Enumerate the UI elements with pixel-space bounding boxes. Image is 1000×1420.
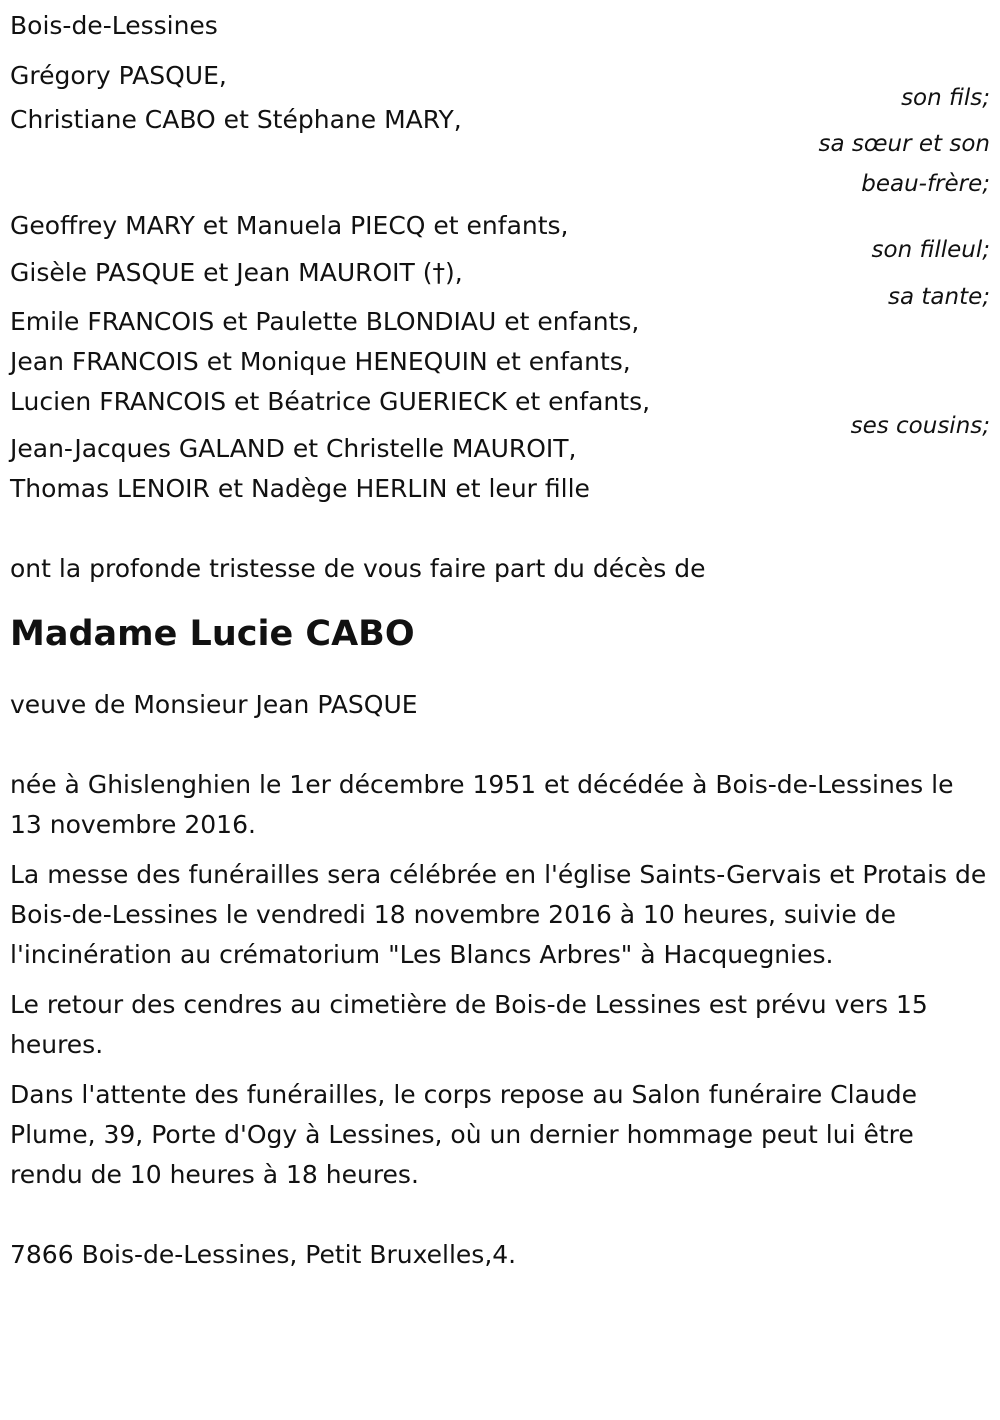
mourner-group-sister — [10, 100, 990, 204]
ashes-paragraph: Le retour des cendres au cimetière de Bois-de Lessines est prévu vers 15 heures. — [10, 990, 928, 1059]
mourner-role: son fils; — [901, 85, 990, 111]
mourner-name: Thomas LENOIR et Nadège HERLIN et leur fille — [10, 474, 590, 503]
mourner-name: Jean-Jacques GALAND et Christelle MAUROIT, — [10, 434, 577, 463]
deceased-name: Madame Lucie CABO — [10, 614, 415, 654]
mourner-group-others — [10, 429, 990, 509]
mourner-name: Grégory PASQUE, — [10, 61, 227, 90]
mourner-role: ses cousins; — [850, 413, 990, 439]
mourner-role: sa sœur et son beau-frère; — [818, 131, 990, 197]
mourner-name: Geoffrey MARY et Manuela PIECQ et enfants, — [10, 211, 569, 240]
widow-of-text: veuve de Monsieur Jean PASQUE — [10, 690, 418, 719]
mourner-name: Emile FRANCOIS et Paulette BLONDIAU et enfants, — [10, 307, 640, 336]
announcement-text: ont la profonde tristesse de vous faire part du décès de — [10, 554, 706, 583]
mourner-name: Lucien FRANCOIS et Béatrice GUERIECK et enfants, — [10, 387, 651, 416]
mourner-group-cousins — [10, 302, 990, 446]
header-place: Bois-de-Lessines — [10, 11, 218, 40]
mourner-role: sa tante; — [888, 284, 990, 310]
mourner-role: son filleul; — [871, 237, 990, 263]
funeral-mass-paragraph: La messe des funérailles sera célébrée en l'église Saints-Gervais et Protais de Bois-de-Lessines le vendredi 18 novembre 2016 à 10 heures, suivie de l'incinération au crématorium "Les Blancs Arbres" à Hacquegnies. — [10, 860, 987, 969]
mourner-name: Jean FRANCOIS et Monique HENEQUIN et enfants, — [10, 347, 631, 376]
address-text: 7866 Bois-de-Lessines, Petit Bruxelles,4. — [10, 1240, 517, 1269]
mourner-name: Christiane CABO et Stéphane MARY, — [10, 105, 462, 134]
mourner-name: Gisèle PASQUE et Jean MAUROIT (†), — [10, 258, 463, 287]
obituary-notice — [10, 6, 990, 1275]
birth-death-paragraph: née à Ghislenghien le 1er décembre 1951 et décédée à Bois-de-Lessines le 13 novembre 2016. — [10, 770, 954, 839]
viewing-paragraph: Dans l'attente des funérailles, le corps repose au Salon funéraire Claude Plume, 39, Porte d'Ogy à Lessines, où un dernier hommage peut lui être rendu de 10 heures à 18 heures. — [10, 1080, 917, 1189]
